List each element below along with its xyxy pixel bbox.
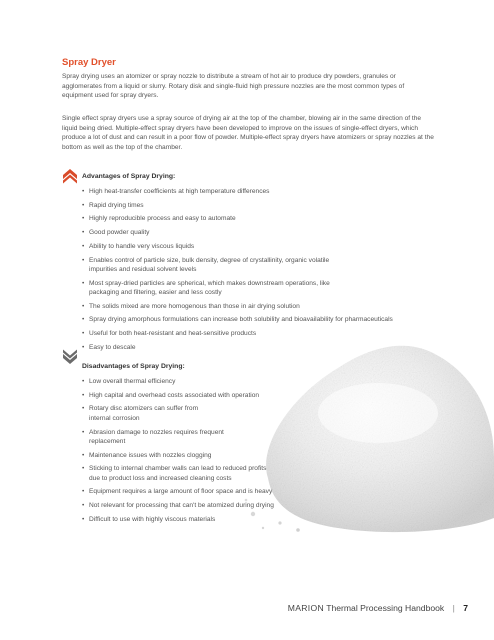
list-item: • Good powder quality bbox=[82, 228, 382, 237]
chevron-down-icon bbox=[62, 349, 78, 365]
list-item: • The solids mixed are more homogenous than those in air drying solution bbox=[82, 302, 382, 311]
list-item: • Most spray-dried particles are spherical, which makes downstream operations, like packaging and filtering, easier and less costly bbox=[82, 279, 351, 298]
list-item: • Spray drying amorphous formulations can increase both solubility and bioavailability for pharmaceuticals bbox=[82, 315, 409, 324]
list-item: • Enables control of particle size, bulk density, degree of crystallinity, organic volatile impurities and residual solvent levels bbox=[82, 256, 339, 275]
footer-separator: | bbox=[452, 603, 455, 613]
list-item: • Low overall thermal efficiency bbox=[82, 377, 342, 386]
disadvantages-list bbox=[82, 377, 342, 529]
section-title: Spray Dryer bbox=[62, 57, 116, 68]
advantages-heading: Advantages of Spray Drying: bbox=[82, 173, 176, 180]
list-item: • High heat-transfer coefficients at high temperature differences bbox=[82, 187, 382, 196]
list-item: • Maintenance issues with nozzles clogging bbox=[82, 451, 342, 460]
list-item: • Not relevant for processing that can't be atomized during drying bbox=[82, 501, 419, 510]
effects-paragraph: Single effect spray dryers use a spray source of drying air at the top of the chamber, blowing air in the same direction of the liquid being dried. Multiple-effect spray dryers have been developed to improve on the issues of single-effect dryers, which produce a lot of dust and can result in a poor flow of powder. Multiple-effect spray dryers have atomizers or spray nozzles at the bottom as well as the top of the chamber. bbox=[62, 115, 434, 151]
list-item: • Rapid drying times bbox=[82, 201, 382, 210]
list-item: • Equipment requires a large amount of floor space and is heavy bbox=[82, 487, 419, 496]
footer-title: Thermal Processing Handbook bbox=[326, 603, 445, 613]
list-item: • Rotary disc atomizers can suffer from internal corrosion bbox=[82, 404, 219, 423]
page-number: 7 bbox=[463, 603, 468, 613]
list-item: • High capital and overhead costs associated with operation bbox=[82, 391, 264, 400]
chevron-up-icon bbox=[62, 168, 78, 184]
list-item: • Ability to handle very viscous liquids bbox=[82, 242, 382, 251]
footer-brand: MARION bbox=[287, 603, 324, 613]
page-footer bbox=[288, 603, 468, 613]
disadvantages-heading: Disadvantages of Spray Drying: bbox=[82, 363, 185, 370]
list-item: • Difficult to use with highly viscous materials bbox=[82, 515, 419, 524]
intro-paragraph: Spray drying uses an atomizer or spray nozzle to distribute a stream of hot air to produce dry powders, granules or agglomerates from a liquid or slurry. Rotary disk and single-fluid high pressure nozzles are the most common types of equipment used for spray dryers. bbox=[62, 73, 405, 100]
list-item: • Sticking to internal chamber walls can lead to reduced profits due to product loss and increased cleaning costs bbox=[82, 464, 269, 483]
list-item: • Useful for both heat-resistant and heat-sensitive products bbox=[82, 329, 382, 338]
list-item: • Abrasion damage to nozzles requires frequent replacement bbox=[82, 428, 239, 447]
list-item: • Highly reproducible process and easy to automate bbox=[82, 214, 382, 223]
list-item: • Easy to descale bbox=[82, 343, 382, 352]
